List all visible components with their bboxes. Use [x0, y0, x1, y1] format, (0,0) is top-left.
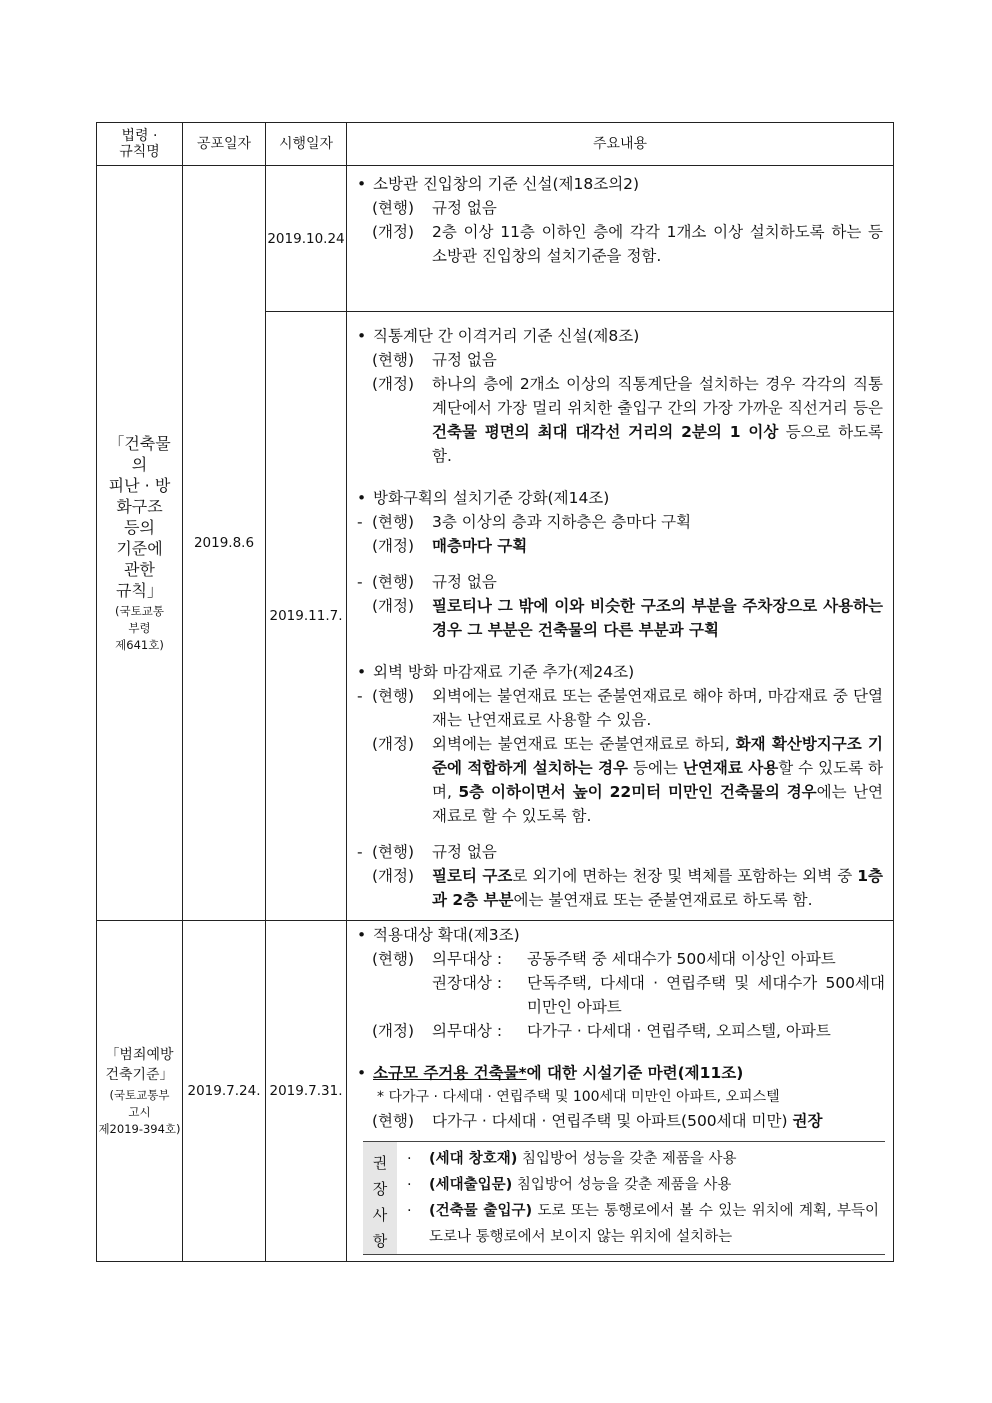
dash: - — [357, 843, 363, 861]
row1a-content — [347, 166, 894, 312]
bullet-title: 소방관 진입창의 기준 신설(제18조의2) — [373, 175, 640, 193]
value: 단독주택, 다세대 · 연립주택 및 세대수가 500세대 미만인 아파트 — [527, 974, 885, 1016]
emphasis-text: 건축물 평면의 최대 대각선 거리의 2분의 1 이상 — [432, 423, 779, 441]
emphasis-text: 난연재료 사용 — [682, 759, 779, 777]
text-span: 에는 난연재료로 할 수 있도록 함. — [432, 783, 883, 825]
current-row — [357, 684, 883, 732]
dash: - — [357, 513, 363, 531]
revised-text — [432, 864, 883, 912]
row1-law-name-cell — [97, 166, 183, 921]
revised-text — [432, 372, 883, 468]
row2-promulgation-date: 2019.7.24. — [183, 921, 266, 1262]
current-text: 규정 없음 — [432, 199, 497, 217]
bullet-icon: • — [357, 327, 367, 345]
text-span: 로 외기에 면하는 천장 및 벽체를 포함하는 외벽 중 — [512, 867, 858, 885]
revised-tag: (개정) — [372, 735, 415, 753]
row1-part-a — [97, 166, 894, 312]
recommend-line — [432, 971, 885, 1019]
current-tag: (현행) — [372, 513, 415, 531]
emphasis-text: (세대출입문) — [429, 1177, 513, 1193]
row2-content — [347, 921, 894, 1262]
text-span: 하나의 층에 2개소 이상의 직통계단을 설치하는 경우 각각의 직통계단에서 가장 멀리 위치한 출입구 간의 가장 가까운 직선거리 등은 — [432, 375, 883, 417]
current-text: 외벽에는 불연재료 또는 준불연재료로 해야 하며, 마감재료 중 단열재는 난연재료로 사용할 수 있음. — [432, 687, 883, 729]
row1a-effective-date: 2019.10.24 — [266, 166, 347, 312]
current-text — [432, 947, 885, 1019]
row1b-content — [347, 312, 894, 921]
current-row — [357, 947, 885, 1019]
label: 의무대상 : — [432, 1022, 503, 1040]
header-effective-date: 시행일자 — [266, 123, 347, 166]
current-row — [357, 510, 883, 534]
text-span: 등에는 — [628, 759, 683, 777]
row2-law-name-cell — [97, 921, 183, 1262]
footnote: * 다가구 · 다세대 · 연립주택 및 100세대 미만인 아파트, 오피스텔 — [377, 1089, 780, 1105]
revised-tag: (개정) — [372, 1022, 415, 1040]
current-row — [357, 348, 883, 372]
bullet-item — [357, 1061, 885, 1085]
emphasis-text: 에 대한 시설기준 마련(제11조) — [526, 1064, 744, 1082]
mandatory-line — [432, 947, 885, 971]
bullet-item — [357, 923, 885, 947]
recommendation-box — [363, 1141, 885, 1255]
dash: - — [357, 687, 363, 705]
revised-text — [432, 1019, 885, 1043]
bullet-title: 적용대상 확대(제3조) — [373, 926, 520, 944]
current-tag: (현행) — [372, 1112, 415, 1130]
dot-icon: · — [407, 1203, 412, 1219]
row1-promulgation-date: 2019.8.6 — [183, 166, 266, 921]
row2-law-name: 「범죄예방 건축기준」 — [105, 1046, 174, 1083]
bullet-title: 직통계단 간 이격거리 기준 신설(제8조) — [373, 327, 640, 345]
current-text — [432, 1109, 885, 1133]
current-tag: (현행) — [372, 351, 415, 369]
bullet-icon: • — [357, 663, 367, 681]
revised-text: 매층마다 구획 — [432, 537, 528, 555]
emphasis-text: 1층과 2층 부분 — [432, 867, 884, 909]
bullet-title — [373, 1061, 743, 1085]
dot-icon: · — [407, 1177, 412, 1193]
recommendation-items — [397, 1142, 885, 1254]
row1-law-sub: (국토교통 부령 제641호) — [115, 603, 164, 652]
text-span: 할 수 있도록 하며, — [432, 759, 883, 801]
dash: - — [357, 573, 363, 591]
list-item — [407, 1172, 879, 1198]
current-text: 규정 없음 — [432, 843, 497, 861]
law-summary-table — [96, 122, 894, 1262]
header-law-name — [97, 123, 183, 166]
value: 다가구 · 다세대 · 연립주택, 오피스텔, 아파트 — [527, 1022, 831, 1040]
text-span: 에는 불연재료 또는 준불연재료로 하도록 함. — [513, 891, 813, 909]
bullet-icon: • — [357, 489, 367, 507]
emphasis-text: 화재 확산방지구조 기준에 적합하게 설치하는 경우 — [432, 735, 883, 777]
recommendation-label: 권 장 사 항 — [363, 1142, 397, 1254]
bullet-icon: • — [357, 926, 367, 944]
text-span: 침입방어 성능을 갖춘 제품을 사용 — [512, 1177, 732, 1193]
revised-row — [357, 732, 883, 828]
bullet-item — [357, 486, 883, 510]
bullet-icon: • — [357, 1064, 367, 1082]
bullet-title: 방화구획의 설치기준 강화(제14조) — [373, 489, 610, 507]
bullet-title: 외벽 방화 마감재료 기준 추가(제24조) — [373, 663, 635, 681]
emphasis-text: 권장 — [792, 1112, 823, 1130]
current-row — [357, 570, 883, 594]
row2-effective-date: 2019.7.31. — [266, 921, 347, 1262]
revised-row — [357, 372, 883, 468]
revised-text — [432, 732, 883, 828]
list-item — [407, 1198, 879, 1250]
header-law-name-text: 법령 · 규칙명 — [119, 128, 160, 160]
list-item — [407, 1146, 879, 1172]
dot-icon: · — [407, 1151, 412, 1167]
revised-row — [357, 594, 883, 642]
header-promulgation-date: 공포일자 — [183, 123, 266, 166]
row1-law-name: 「건축물 의 피난 · 방 화구조 등의 기준에 관한 규칙」 — [108, 433, 171, 600]
current-row — [357, 1109, 885, 1133]
revised-row — [357, 534, 883, 558]
text-span: 도로 또는 통행로에서 볼 수 있는 위치에 계획, 부득이 도로나 통행로에서 보이지 않는 위치에 설치하는 — [429, 1203, 879, 1245]
current-row — [357, 196, 883, 220]
revised-text: 필로티나 그 밖에 이와 비슷한 구조의 부분을 주차장으로 사용하는 경우 그 부분은 건축물의 다른 부분과 구획 — [432, 597, 883, 639]
current-tag: (현행) — [372, 687, 415, 705]
current-tag: (현행) — [372, 199, 415, 217]
header-row — [97, 123, 894, 166]
bullet-item — [357, 172, 883, 196]
row1b-effective-date: 2019.11.7. — [266, 312, 347, 921]
label: 권장대상 : — [432, 974, 503, 992]
revised-tag: (개정) — [372, 223, 415, 241]
current-text: 3층 이상의 층과 지하층은 층마다 구획 — [432, 513, 692, 531]
row2 — [97, 921, 894, 1262]
bullet-item — [357, 660, 883, 684]
row2-law-sub: (국토교통부 고시 제2019-394호) — [98, 1087, 181, 1136]
current-tag: (현행) — [372, 573, 415, 591]
revised-tag: (개정) — [372, 597, 415, 615]
revised-text: 2층 이상 11층 이하인 층에 각각 1개소 이상 설치하도록 하는 등 소방관 진입창의 설치기준을 정함. — [432, 223, 883, 265]
revised-row — [357, 864, 883, 912]
current-tag: (현행) — [372, 843, 415, 861]
emphasis-text: 소규모 주거용 건축물* — [373, 1064, 527, 1082]
revised-row — [357, 220, 883, 268]
revised-tag: (개정) — [372, 375, 415, 393]
text-span: 침입방어 성능을 갖춘 제품을 사용 — [517, 1151, 737, 1167]
current-text: 규정 없음 — [432, 573, 497, 591]
text-span: 외벽에는 불연재료 또는 준불연재료로 하되, — [432, 735, 736, 753]
revised-tag: (개정) — [372, 537, 415, 555]
header-main-content: 주요내용 — [347, 123, 894, 166]
text-span: 등으로 하도록 함. — [432, 423, 883, 465]
bullet-icon: • — [357, 175, 367, 193]
emphasis-text: 5층 이하이면서 높이 22미터 미만인 건축물의 경우 — [458, 783, 817, 801]
emphasis-text: 필로티 구조 — [432, 867, 513, 885]
value: 공동주택 중 세대수가 500세대 이상인 아파트 — [527, 950, 836, 968]
current-text: 규정 없음 — [432, 351, 497, 369]
bullet-item — [357, 324, 883, 348]
label: 의무대상 : — [432, 950, 503, 968]
emphasis-text: (세대 창호재) — [429, 1151, 518, 1167]
current-tag: (현행) — [372, 950, 415, 968]
current-row — [357, 840, 883, 864]
revised-row — [357, 1019, 885, 1043]
text-span: 다가구 · 다세대 · 연립주택 및 아파트(500세대 미만) — [432, 1112, 793, 1130]
emphasis-text: (건축물 출입구) — [429, 1203, 533, 1219]
revised-tag: (개정) — [372, 867, 415, 885]
